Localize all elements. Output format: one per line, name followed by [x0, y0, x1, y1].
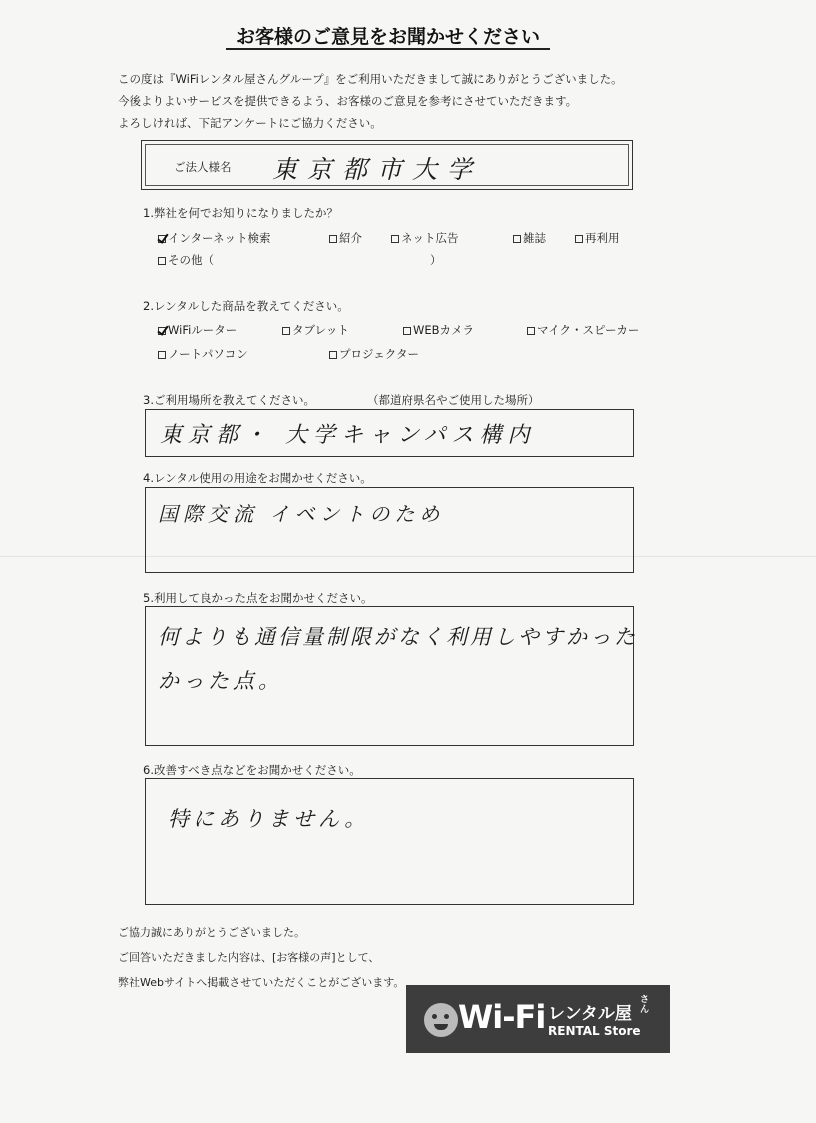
checkbox-icon[interactable]: [403, 327, 411, 335]
checkbox-checked-icon[interactable]: [158, 327, 166, 335]
q6-answer-box[interactable]: [145, 778, 634, 905]
question-2: 2.レンタルした商品を教えてください。: [143, 299, 349, 313]
checkbox-icon[interactable]: [158, 257, 166, 265]
q3-answer-text: 東京都・ 大学キャンパス構内: [160, 423, 536, 448]
checkbox-icon[interactable]: [329, 235, 337, 243]
footer-line: ご回答いただきました内容は、[お客様の声]として、: [118, 951, 380, 964]
q5-answer-text-line1: 何よりも通信量制限がなく利用しやすかった: [158, 625, 638, 649]
q5-answer-text-line2: かった点。: [158, 669, 283, 693]
q5-answer-box[interactable]: [145, 606, 638, 746]
intro-line: 今後よりよいサービスを提供できるよう、お客様のご意見を参考にさせていただきます。: [118, 94, 578, 108]
q6-answer-text: 特にありません。: [168, 807, 370, 831]
question-6: 6.改善すべき点などをお聞かせください。: [143, 763, 361, 777]
logo-san-text: さん: [640, 995, 650, 1015]
footer-line: 弊社Webサイトへ掲載させていただくことがございます。: [118, 976, 405, 989]
q4-answer-text: 国際交流 イベントのため: [158, 502, 445, 526]
q4-answer-box[interactable]: [145, 487, 634, 573]
company-name-value[interactable]: 東京都市大学: [272, 155, 483, 184]
q2-option-laptop[interactable]: ノートパソコン: [158, 346, 248, 362]
question-1: 1.弊社を何でお知りになりましたか？: [143, 206, 338, 220]
q2-option-web-camera[interactable]: WEBカメラ: [403, 322, 474, 338]
q1-option-net-ad[interactable]: ネット広告: [391, 230, 459, 246]
question-4: 4.レンタル使用の用途をお聞かせください。: [143, 471, 372, 485]
intro-text: [118, 68, 623, 134]
q2-option-projector[interactable]: プロジェクター: [329, 346, 419, 362]
footer-line: ご協力誠にありがとうございました。: [118, 926, 305, 939]
mascot-icon: [424, 1003, 458, 1037]
checkbox-icon[interactable]: [513, 235, 521, 243]
q1-option-magazine[interactable]: 雑誌: [513, 230, 546, 246]
checkbox-icon[interactable]: [329, 351, 337, 359]
checkbox-checked-icon[interactable]: [158, 235, 166, 243]
q1-other-close-paren: ）: [430, 253, 442, 267]
checkbox-icon[interactable]: [527, 327, 535, 335]
wifi-rental-logo: [406, 985, 670, 1053]
intro-line: よろしければ、下記アンケートにご協力ください。: [118, 116, 382, 130]
page-title: お客様のご意見をお聞かせください: [235, 26, 540, 48]
question-3: 3.ご利用場所を教えてください。: [143, 393, 315, 407]
question-5: 5.利用して良かった点をお聞かせください。: [143, 591, 373, 605]
company-name-label: ご法人様名: [174, 160, 232, 174]
q2-option-tablet[interactable]: タブレット: [282, 322, 349, 338]
checkbox-icon[interactable]: [282, 327, 290, 335]
q1-option-reuse[interactable]: 再利用: [575, 230, 620, 246]
q1-option-other[interactable]: その他（: [158, 252, 214, 268]
checkbox-icon[interactable]: [575, 235, 583, 243]
q1-option-internet-search[interactable]: インターネット検索: [158, 230, 270, 246]
q1-option-referral[interactable]: 紹介: [329, 230, 362, 246]
logo-english-text: RENTAL Store: [548, 1024, 641, 1038]
logo-japanese-text: レンタル屋: [548, 1004, 632, 1024]
checkbox-icon[interactable]: [391, 235, 399, 243]
q2-option-mic-speaker[interactable]: マイク・スピーカー: [527, 322, 639, 338]
title-underline: [226, 48, 550, 50]
logo-wifi-text: Wi-Fi: [458, 998, 546, 1036]
footer-text: [118, 920, 404, 995]
company-name-box: [141, 140, 633, 190]
q3-answer-box[interactable]: [145, 409, 634, 457]
checkbox-icon[interactable]: [158, 351, 166, 359]
q2-option-wifi-router[interactable]: WiFiルーター: [158, 322, 237, 338]
question-3-hint: （都道府県名やご使用した場所）: [367, 393, 540, 407]
intro-line: この度は『WiFiレンタル屋さんグループ』をご利用いただきまして誠にありがとうございました。: [118, 72, 623, 86]
